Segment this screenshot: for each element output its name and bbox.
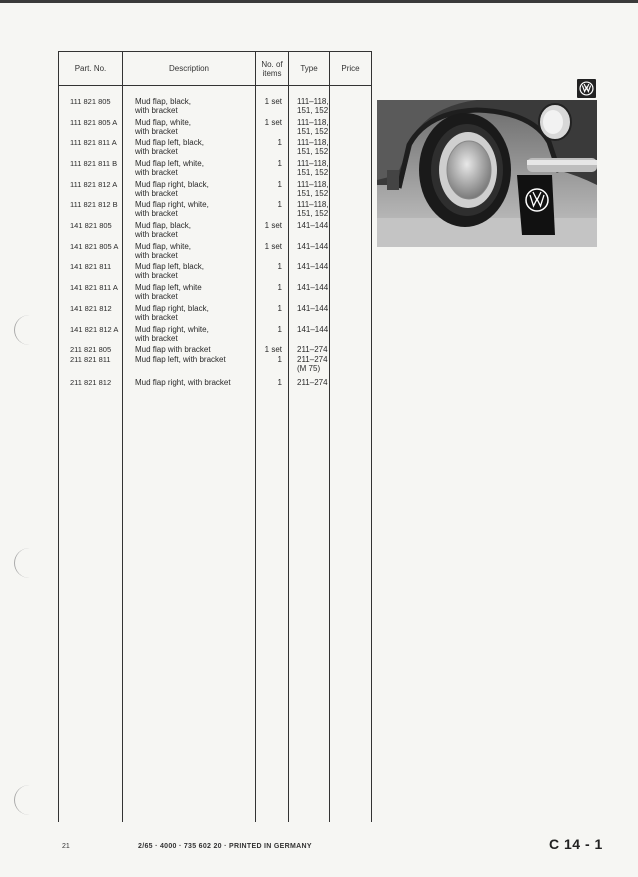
description-cell: Mud flap left, white with bracket — [135, 283, 202, 301]
type-cell: 141–144 — [297, 304, 329, 313]
quantity-cell: 1 — [277, 138, 282, 147]
type-cell: 211–274 — [297, 378, 328, 387]
quantity-cell: 1 — [277, 325, 282, 334]
type-cell: 211–274 (M 75) — [297, 355, 328, 373]
description-cell: Mud flap with bracket — [135, 345, 211, 354]
type-cell: 141–144 — [297, 262, 329, 271]
type-cell: 141–144 — [297, 283, 329, 292]
column-divider — [255, 52, 256, 822]
type-cell: 111–118, 151, 152 — [297, 180, 329, 198]
quantity-cell: 1 — [277, 304, 282, 313]
description-cell: Mud flap right, with bracket — [135, 378, 231, 387]
type-cell: 111–118, 151, 152 — [297, 118, 329, 136]
description-cell: Mud flap right, white, with bracket — [135, 200, 209, 218]
description-cell: Mud flap right, white, with bracket — [135, 325, 209, 343]
description-cell: Mud flap, white, with bracket — [135, 242, 192, 260]
quantity-cell: 1 — [277, 355, 282, 364]
part-number-cell: 111 821 811 B — [70, 159, 118, 168]
part-number-cell: 141 821 811 — [70, 262, 112, 271]
part-number-cell: 141 821 805 A — [70, 242, 119, 251]
print-info: 2/65 · 4000 · 735 602 20 · PRINTED IN GERMANY — [138, 843, 312, 850]
description-cell: Mud flap left, black, with bracket — [135, 262, 204, 280]
mud-flap-photo — [377, 100, 597, 247]
description-cell: Mud flap right, black, with bracket — [135, 180, 209, 198]
quantity-cell: 1 set — [264, 221, 282, 230]
type-cell: 141–144 — [297, 242, 329, 251]
description-cell: Mud flap, black, with bracket — [135, 221, 192, 239]
parts-table — [58, 51, 372, 822]
part-number-cell: 211 821 805 — [70, 345, 112, 354]
part-number-cell: 111 821 811 A — [70, 138, 117, 147]
type-cell: 141–144 — [297, 325, 329, 334]
type-cell: 111–118, 151, 152 — [297, 159, 329, 177]
header-no-of-items: No. of items — [261, 59, 283, 78]
part-number-cell: 211 821 811 — [70, 355, 111, 364]
type-cell: 141–144 — [297, 221, 329, 230]
quantity-cell: 1 — [277, 262, 282, 271]
part-number-cell: 111 821 805 A — [70, 118, 118, 127]
quantity-cell: 1 set — [264, 345, 282, 354]
description-cell: Mud flap left, white, with bracket — [135, 159, 204, 177]
header-part-no: Part. No. — [74, 64, 107, 73]
page-code: C 14 - 1 — [549, 836, 603, 852]
quantity-cell: 1 — [277, 159, 282, 168]
type-cell: 111–118, 151, 152 — [297, 200, 329, 218]
page-number: 21 — [62, 843, 70, 850]
quantity-cell: 1 — [277, 283, 282, 292]
quantity-cell: 1 set — [264, 118, 282, 127]
description-cell: Mud flap, white, with bracket — [135, 118, 192, 136]
vw-logo-icon — [577, 79, 596, 98]
part-number-cell: 111 821 812 A — [70, 180, 118, 189]
part-number-cell: 111 821 805 — [70, 97, 111, 106]
type-cell: 211–274 — [297, 345, 328, 354]
quantity-cell: 1 set — [264, 97, 282, 106]
part-number-cell: 211 821 812 — [70, 378, 112, 387]
quantity-cell: 1 — [277, 378, 282, 387]
header-description: Description — [168, 64, 209, 73]
quantity-cell: 1 — [277, 180, 282, 189]
quantity-cell: 1 — [277, 200, 282, 209]
part-number-cell: 141 821 805 — [70, 221, 112, 230]
punch-hole-mark — [14, 315, 45, 345]
header-type: Type — [300, 64, 318, 73]
part-number-cell: 141 821 812 — [70, 304, 112, 313]
part-number-cell: 141 821 812 A — [70, 325, 119, 334]
description-cell: Mud flap, black, with bracket — [135, 97, 192, 115]
description-cell: Mud flap left, with bracket — [135, 355, 226, 364]
quantity-cell: 1 set — [264, 242, 282, 251]
part-number-cell: 141 821 811 A — [70, 283, 118, 292]
header-price: Price — [341, 64, 360, 73]
part-number-cell: 111 821 812 B — [70, 200, 118, 209]
column-divider — [122, 52, 123, 822]
type-cell: 111–118, 151, 152 — [297, 138, 329, 156]
description-cell: Mud flap left, black, with bracket — [135, 138, 204, 156]
description-cell: Mud flap right, black, with bracket — [135, 304, 209, 322]
type-cell: 111–118, 151, 152 — [297, 97, 329, 115]
punch-hole-mark — [14, 548, 45, 578]
top-border — [0, 0, 638, 3]
punch-hole-mark — [14, 785, 45, 815]
column-divider — [288, 52, 289, 822]
header-divider — [59, 85, 371, 86]
